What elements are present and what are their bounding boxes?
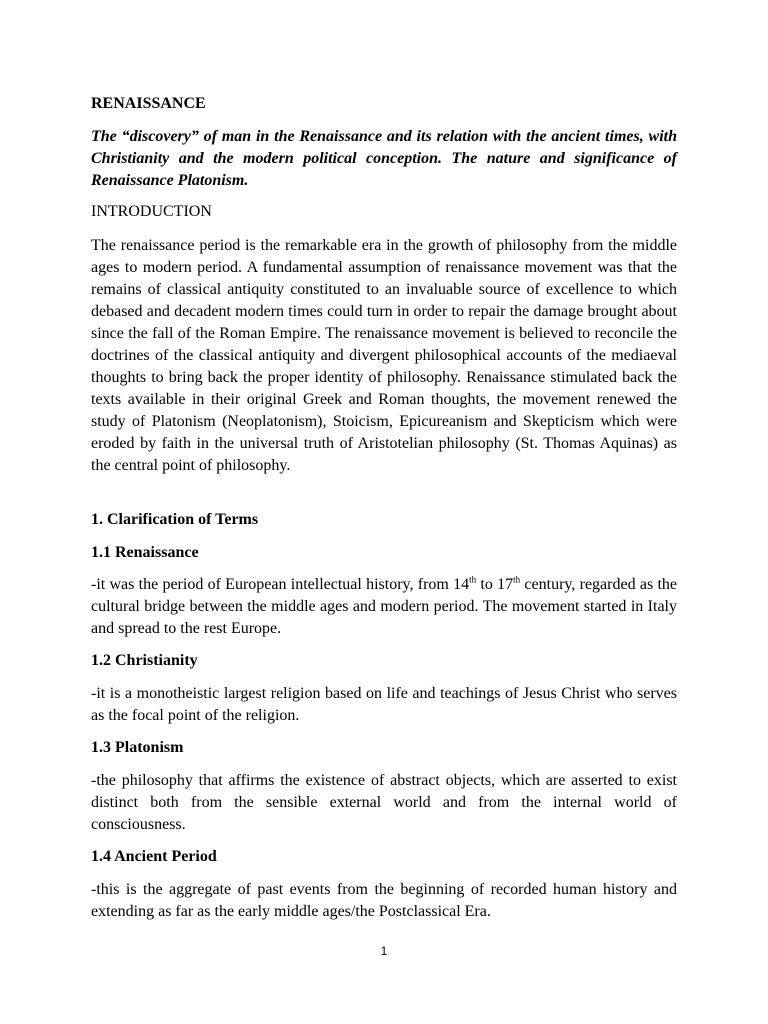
definition-ancient-period: -this is the aggregate of past events from the beginning of recorded human history and extending as far as the early middle ages/the Postclassical Era. bbox=[91, 881, 677, 920]
heading-ancient-period: 1.4 Ancient Period bbox=[91, 848, 217, 865]
definition-platonism: -the philosophy that affirms the existence of abstract objects, which are asserted to exist distinct both from the sensible external world and from the internal world of consciousness. bbox=[91, 772, 677, 833]
definition-renaissance-part-a: -it was the period of European intellectual history, from 14 bbox=[91, 576, 470, 593]
document-title: RENAISSANCE bbox=[91, 95, 206, 112]
document-subtitle: The “discovery” of man in the Renaissance and its relation with the ancient times, with Christianity and the modern political conception. The nature and significance of Renaissance Platonism. bbox=[91, 128, 677, 189]
heading-christianity: 1.2 Christianity bbox=[91, 652, 198, 669]
definition-renaissance-part-b: to 17 bbox=[476, 576, 514, 593]
page-number: 1 bbox=[380, 944, 388, 958]
heading-renaissance: 1.1 Renaissance bbox=[91, 544, 199, 561]
introduction-heading: INTRODUCTION bbox=[91, 203, 212, 220]
introduction-paragraph: The renaissance period is the remarkable era in the growth of philosophy from the middle ages to modern period. A fundamental assumption of renaissance movement was that the remains of classical antiquity constituted to an invaluable source of excellence to which debased and decadent modern times could turn in order to repair the damage brought about since the fall of the Roman Empire. The renaissance movement is believed to reconcile the doctrines of the classical antiquity and divergent philosophical accounts of the mediaeval thoughts to bring back the proper identity of philosophy. Renaissance stimulated back the texts available in their original Greek and Roman thoughts, the movement renewed the study of Platonism (Neoplatonism), Stoicism, Epicureanism and Skepticism which were eroded by faith in the universal truth of Aristotelian philosophy (St. Thomas Aquinas) as the central point of philosophy. bbox=[91, 237, 677, 474]
definition-renaissance bbox=[91, 574, 677, 640]
section-heading-clarification: 1. Clarification of Terms bbox=[91, 511, 259, 528]
definition-renaissance-part-c: century, regarded as the cultural bridge between the middle ages and modern period. The movement started in Italy and spread to the rest Europe. bbox=[91, 576, 677, 637]
definition-christianity: -it is a monotheistic largest religion based on life and teachings of Jesus Christ who serves as the focal point of the religion. bbox=[91, 685, 677, 724]
heading-platonism: 1.3 Platonism bbox=[91, 739, 184, 756]
superscript-th: th bbox=[469, 574, 477, 585]
superscript-th: th bbox=[513, 574, 521, 585]
